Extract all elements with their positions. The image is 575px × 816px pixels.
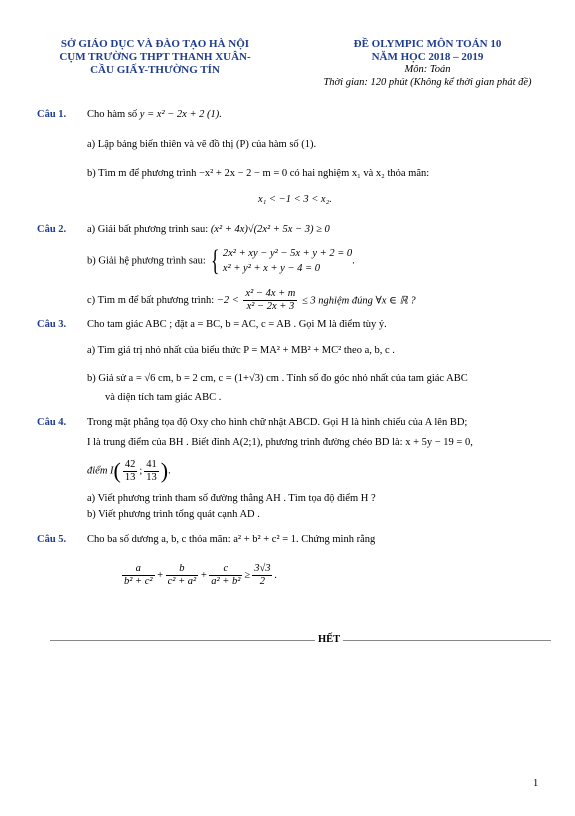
exam-year: NĂM HỌC 2018 – 2019 xyxy=(371,51,484,63)
q2-part-a xyxy=(87,224,330,235)
i-x-fraction xyxy=(123,459,138,484)
q5-term-2 xyxy=(166,563,199,588)
q2c-right: ≤ 3 nghiệm đúng ∀x ∈ ℝ ? xyxy=(302,295,416,307)
page-number: 1 xyxy=(533,778,539,789)
end-marker: HẾT xyxy=(318,634,341,645)
exam-time: Thời gian: 120 phút (Không kể thời gian phát đề) xyxy=(323,77,532,88)
question-4-label: Câu 4. xyxy=(37,417,67,428)
i-y-fraction xyxy=(144,459,159,484)
q5-term-3 xyxy=(209,563,242,588)
exam-title: ĐỀ OLYMPIC MÔN TOÁN 10 xyxy=(353,38,502,50)
header-line-3: CẦU GIẤY-THƯỜNG TÍN xyxy=(90,64,220,76)
q2c-text: c) Tìm m để bất phương trình: xyxy=(87,295,215,306)
rhs-num: 3√3 xyxy=(254,563,271,574)
q5-inequality: $\frac{a}{\text{b² + c²}}$ + $\frac{b}{\text{c² + a²}}$ + $\frac{c}{\text{a² + b²}}$ ≥ $\frac{3√3}{2}$ . xyxy=(124,563,278,587)
end-rule-left xyxy=(50,640,315,641)
rhs-den: 2 xyxy=(259,576,265,587)
q4-part-a: a) Viết phương trình tham số đường thẳng AH . Tìm tọa độ điểm H ? xyxy=(87,493,376,504)
q2c-left: −2 < xyxy=(216,295,239,306)
q1-intro-text: Cho hàm số xyxy=(87,109,138,120)
question-3-label: Câu 3. xyxy=(37,319,67,330)
header-line-1: SỞ GIÁO DỤC VÀ ĐÀO TẠO HÀ NỘI xyxy=(60,38,250,50)
q1-function: y = x² − 2x + 2 (1). xyxy=(139,109,222,120)
q3-intro: Cho tam giác ABC ; đặt a = BC, b = AC, c = AB . Gọi M là điểm tùy ý. xyxy=(87,319,387,330)
q5-intro: Cho ba số dương a, b, c thỏa mãn: a² + b² + c² = 1. Chứng minh rằng xyxy=(87,534,376,545)
q4-point-label: điểm I xyxy=(87,465,114,477)
i-y-den: 13 xyxy=(146,471,157,483)
question-5-label: Câu 5. xyxy=(37,534,67,545)
q2c-numerator: x² − 4x + m xyxy=(245,288,296,299)
q3-part-a: a) Tìm giá trị nhỏ nhất của biểu thức P = MA² + MB² + MC² theo a, b, c . xyxy=(87,345,395,356)
q2-part-b: b) Giải hệ phương trình sau: { 2x² + xy − y² − 5x + y + 2 = 0 x² + y² + x + y − 4 = 0 . xyxy=(87,244,355,277)
exam-header xyxy=(300,38,555,64)
q4-point-i: điểm I( $\frac{42}{13}$ ; $\frac{41}{13}$ ). xyxy=(87,458,171,483)
header-line-2: CỤM TRƯỜNG THPT THANH XUÂN- xyxy=(59,51,251,63)
q1-condition: x₁ < −1 < 3 < x₂. xyxy=(258,194,332,205)
exam-subject: Môn: Toán xyxy=(404,64,451,75)
q2b-equation-1: 2x² + xy − y² − 5x + y + 2 = 0 xyxy=(222,248,353,259)
t1-num: a xyxy=(122,563,155,576)
t2-num: b xyxy=(166,563,199,576)
question-1-intro xyxy=(87,109,222,120)
q2c-fraction xyxy=(243,288,297,313)
paren-open: ( xyxy=(113,458,121,483)
q2-part-c xyxy=(87,288,416,313)
q1-part-a: a) Lập bảng biến thiên và vẽ đồ thị (P) của hàm số (1). xyxy=(87,139,317,150)
q2b-equation-2: x² + y² + x + y − 4 = 0 xyxy=(222,263,321,274)
t1-den: b² + c² xyxy=(124,576,153,587)
q5-term-1 xyxy=(122,563,155,588)
q5-rhs xyxy=(252,563,272,588)
q3-part-b-line-2: và diện tích tam giác ABC . xyxy=(105,392,222,403)
t2-den: c² + a² xyxy=(167,576,197,587)
t3-num: c xyxy=(209,563,242,576)
i-x-den: 13 xyxy=(124,471,136,483)
i-x-num: 42 xyxy=(124,458,136,470)
q1-part-b: b) Tìm m để phương trình −x² + 2x − 2 − m = 0 có hai nghiệm x₁ và x₂ thỏa mãn: xyxy=(87,168,430,179)
q2b-system xyxy=(223,246,352,276)
q2b-text: b) Giải hệ phương trình sau: xyxy=(87,255,206,267)
q4-line-2: I là trung điểm của BH . Biết đỉnh A(2;1), phương trình đường chéo BD là: x + 5y − 19 = 0, xyxy=(87,437,473,448)
separator: ; xyxy=(139,465,143,477)
end-rule-right xyxy=(343,640,551,641)
i-y-num: 41 xyxy=(146,458,157,470)
question-1-label: Câu 1. xyxy=(37,109,67,120)
question-2-label: Câu 2. xyxy=(37,224,67,235)
q2a-expression: (x² + 4x)√(2x² + 5x − 3) ≥ 0 xyxy=(210,224,330,235)
t3-den: a² + b² xyxy=(211,576,241,587)
school-header xyxy=(30,38,280,77)
q4-part-b: b) Viết phương trình tổng quát cạnh AD . xyxy=(87,509,260,520)
q3-part-b-line-1: b) Giả sử a = √6 cm, b = 2 cm, c = (1+√3) cm . Tính số đo góc nhỏ nhất của tam giác ABC xyxy=(87,373,468,384)
q4-line-1: Trong mặt phẳng tọa độ Oxy cho hình chữ nhật ABCD. Gọi H là hình chiếu của A lên BD; xyxy=(87,417,468,428)
q2c-denominator: x² − 2x + 3 xyxy=(246,301,295,312)
q2a-text: a) Giải bất phương trình sau: xyxy=(87,224,209,235)
system-brace: { xyxy=(211,244,221,277)
paren-close: ) xyxy=(160,458,169,483)
